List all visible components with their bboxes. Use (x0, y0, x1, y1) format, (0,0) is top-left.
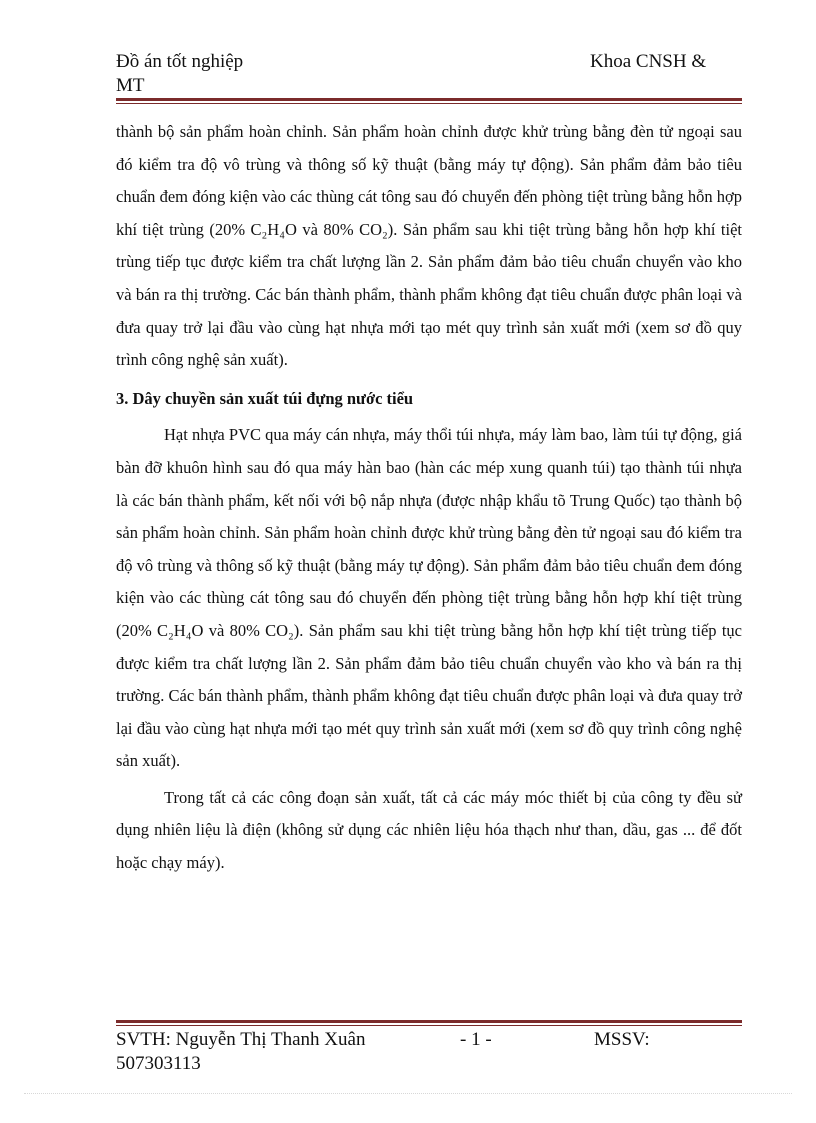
page-number: - 1 - (460, 1029, 492, 1050)
footer-student-name: SVTH: Nguyễn Thị Thanh Xuân (116, 1029, 366, 1050)
paragraph-energy: Trong tất cả các công đoạn sản xuất, tất cả các máy móc thiết bị của công ty đều sử dụng nhiên liệu là điện (không sử dụng các nhiên liệu hóa thạch như than, dầu, gas ... để đốt hoặc chạy máy). (116, 787, 742, 873)
footer-student-id: 507303113 (116, 1053, 201, 1074)
header-right-text-continued: MT (116, 75, 145, 96)
header-left-text: Đồ án tốt nghiệp (116, 51, 244, 72)
footer-student-id-label: MSSV: (594, 1029, 650, 1050)
paragraph-production-line: Hạt nhựa PVC qua máy cán nhựa, máy thổi túi nhựa, máy làm bao, làm túi tự động, giá bàn đỡ khuôn hình sau đó qua máy hàn bao (hàn các mép xung quanh túi) tạo thành túi nhựa là các bán thành phẩm, kết nối với bộ nắp nhựa (được nhập khẩu tõ Trung Quốc) tạo thành bộ sản phẩm hoàn chỉnh. Sản phẩm hoàn chỉnh được khử trùng bằng đèn tử ngoại sau đó kiểm tra độ vô trùng và thông số kỹ thuật (bằng máy tự động). Sản phẩm đảm bảo tiêu chuẩn đem đóng kiện vào các thùng cát tông sau đó chuyển đến phòng tiệt trùng bằng hỗn hợp khí tiệt trùng (20% C₂H₄O và 80% CO₂). Sản phẩm sau khi tiệt trùng bằng hỗn hợp khí tiệt trùng tiếp tục được kiểm tra chất lượng lần 2. Sản phẩm đảm bảo tiêu chuẩn chuyển vào kho và bán ra thị trường. Các bán thành phẩm, thành phẩm không đạt tiêu chuẩn được phân loại và đưa quay trở lại đầu vào cùng hạt nhựa mới tạo mét quy trình sản xuất mới (xem sơ đồ quy trình công nghệ sản xuất). (116, 425, 742, 771)
footer-divider (116, 1020, 742, 1026)
document-body (116, 116, 742, 880)
header-divider (116, 98, 742, 104)
section-heading: 3. Dây chuyền sản xuất túi đựng nước tiểu (116, 388, 414, 408)
header-right-text: Khoa CNSH & (590, 51, 707, 72)
paragraph-continued: thành bộ sản phẩm hoàn chỉnh. Sản phẩm hoàn chỉnh được khử trùng bằng đèn tử ngoại sau đó kiểm tra độ vô trùng và thông số kỹ thuật (bằng máy tự động). Sản phẩm đảm bảo tiêu chuẩn đem đóng kiện vào các thùng cát tông sau đó chuyển đến phòng tiệt trùng bằng hỗn hợp khí tiệt trùng (20% C₂H₄O và 80% CO₂). Sản phẩm sau khi tiệt trùng bằng hỗn hợp khí tiệt trùng tiếp tục được kiểm tra chất lượng lần 2. Sản phẩm đảm bảo tiêu chuẩn chuyển vào kho và bán ra thị trường. Các bán thành phẩm, thành phẩm không đạt tiêu chuẩn được phân loại và đưa quay trở lại đầu vào cùng hạt nhựa mới tạo mét quy trình sản xuất mới (xem sơ đồ quy trình công nghệ sản xuất). (116, 122, 742, 370)
page-bottom-dotted-line (24, 1093, 792, 1094)
